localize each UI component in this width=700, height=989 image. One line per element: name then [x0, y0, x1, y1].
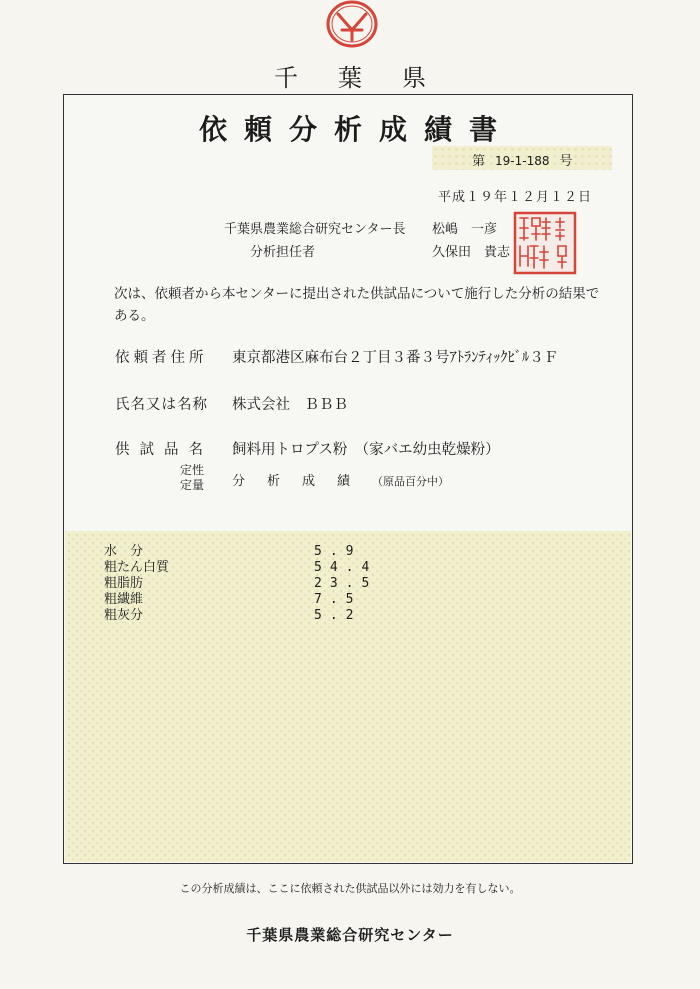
analysis-note: （原品百分中） [372, 475, 450, 488]
result-name: 粗灰分 [104, 608, 144, 623]
result-name: 粗たん白質 [104, 560, 170, 575]
quantitative-label: 定量 [180, 478, 205, 492]
result-value: 7.5 [314, 592, 362, 607]
result-name: 粗繊維 [104, 592, 144, 607]
analyst-role: 分析担任者 [250, 245, 316, 260]
result-row [104, 592, 364, 608]
director-name: 松嶋 一彦 [432, 222, 498, 237]
sample-value: 飼料用トロプス粉 （家バエ幼虫乾燥粉） [232, 442, 500, 458]
result-value: 5.2 [314, 608, 362, 623]
qual-quant-label [180, 463, 204, 493]
sample-label: 供試品名 [115, 442, 213, 458]
qualitative-label: 定性 [180, 463, 205, 477]
doc-number-value: 19-1-188 [495, 154, 550, 168]
client-name-label: 氏名又は名称 [115, 397, 208, 413]
prefecture-heading: 千葉県 [274, 64, 466, 92]
result-row [104, 544, 364, 560]
result-value: 54.4 [314, 560, 378, 575]
validity-note: この分析成績は、ここに依頼された供試品以外には効力を有しない。 [179, 882, 521, 895]
analyst-name: 久保田 貴志 [432, 245, 511, 260]
client-name-value: 株式会社 ＢＢＢ [232, 397, 348, 413]
issue-date: 平成１９年１２月１２日 [438, 190, 593, 205]
result-value: 5.9 [314, 544, 362, 559]
address-label: 依頼者住所 [115, 350, 208, 366]
prefecture-seal-icon [322, 0, 382, 52]
center-name-footer: 千葉県農業総合研究センター [246, 926, 454, 944]
official-stamp-icon [512, 210, 578, 276]
doc-number [472, 150, 573, 169]
intro-statement: 次は、依頼者から本センターに提出された供試品について施行した分析の結果である。 [114, 286, 600, 324]
result-value: 23.5 [314, 576, 378, 591]
result-name: 粗脂肪 [104, 576, 144, 591]
result-row [104, 608, 364, 624]
result-row [104, 560, 378, 576]
results-table [104, 544, 378, 624]
address-value: 東京都港区麻布台２丁目３番３号ｱﾄﾗﾝﾃｨｯｸﾋﾞﾙ３Ｆ [232, 350, 559, 366]
doc-number-prefix: 第 [472, 154, 486, 169]
document-title: 依頼分析成績書 [198, 113, 514, 146]
doc-number-suffix: 号 [559, 154, 573, 169]
result-name: 水 分 [104, 544, 144, 559]
issuer-organization: 千葉県農業総合研究センター長 [224, 222, 406, 237]
result-row [104, 576, 378, 592]
analysis-heading [232, 470, 449, 489]
analysis-label: 分析成績 [232, 474, 373, 489]
